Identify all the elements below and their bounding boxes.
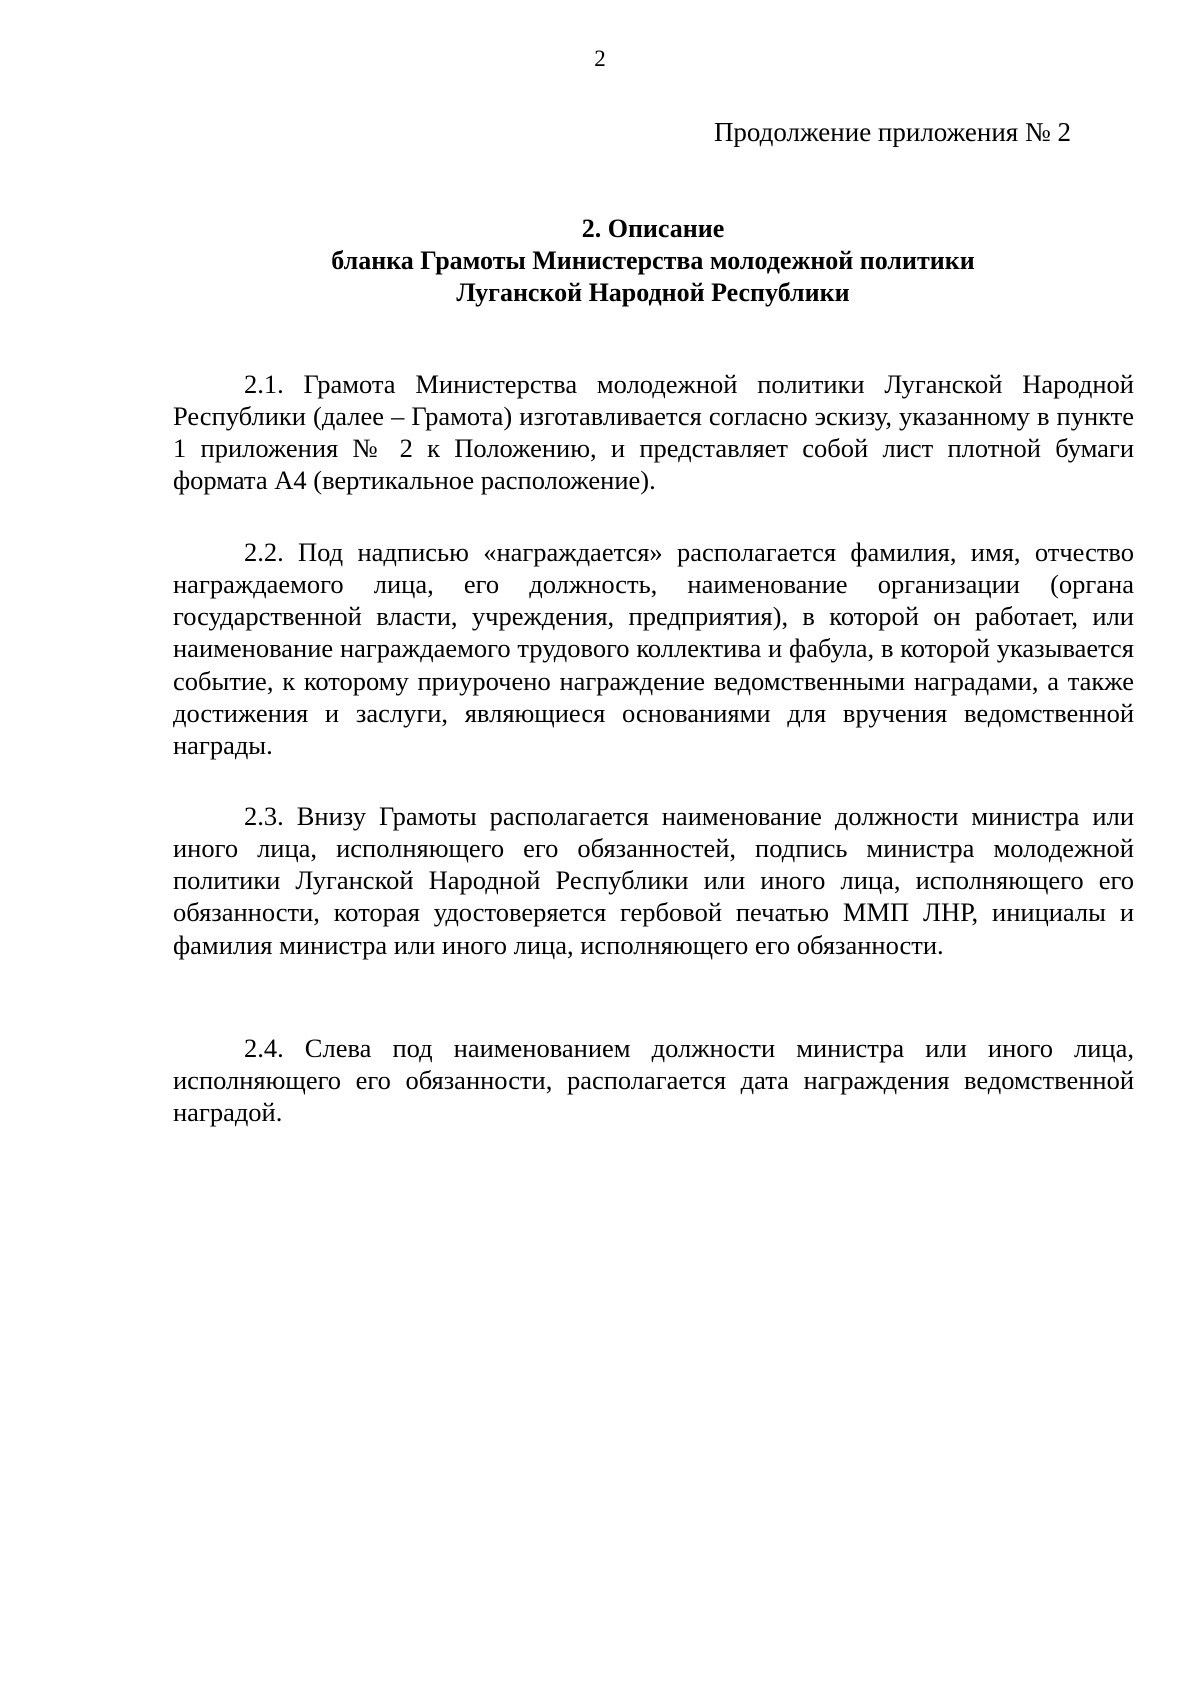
appendix-continuation-label: Продолжение приложения № 2	[713, 117, 1071, 147]
paragraph-2-3: 2.3. Внизу Грамоты располагается наименование должности министра или иного лица, исполняющего его обязанностей, подпись министра молодежной политики Луганской Народной Республики или иного лица, исполняющего его обязанности, которая удостоверяется гербовой печатью ММП ЛНР, инициалы и фамилия министра или иного лица, исполняющего его обязанности.	[173, 800, 1134, 960]
heading-line-3: Луганской Народной Республики	[456, 278, 850, 307]
paragraph-2-1: 2.1. Грамота Министерства молодежной политики Луганской Народной Республики (далее – Грамота) изготавливается согласно эскизу, указанному в пункте 1 приложения № 2 к Положению, и представляет собой лист плотной бумаги формата А4 (вертикальное расположение).	[173, 368, 1134, 496]
page-number: 2	[594, 46, 606, 71]
section-heading	[173, 213, 1133, 309]
heading-line-2: бланка Грамоты Министерства молодежной политики	[331, 246, 975, 275]
paragraph-2-2: 2.2. Под надписью «награждается» располагается фамилия, имя, отчество награждаемого лица, его должность, наименование организации (органа государственной власти, учреждения, предприятия), в которой он работает, или наименование награждаемого трудового коллектива и фабула, в которой указывается событие, к которому приурочено награждение ведомственными наградами, а также достижения и заслуги, являющиеся основаниями для вручения ведомственной награды.	[173, 536, 1134, 761]
paragraph-2-4: 2.4. Слева под наименованием должности министра или иного лица, исполняющего его обязанности, располагается дата награждения ведомственной наградой.	[173, 1032, 1134, 1128]
heading-line-1: 2. Описание	[581, 214, 725, 243]
